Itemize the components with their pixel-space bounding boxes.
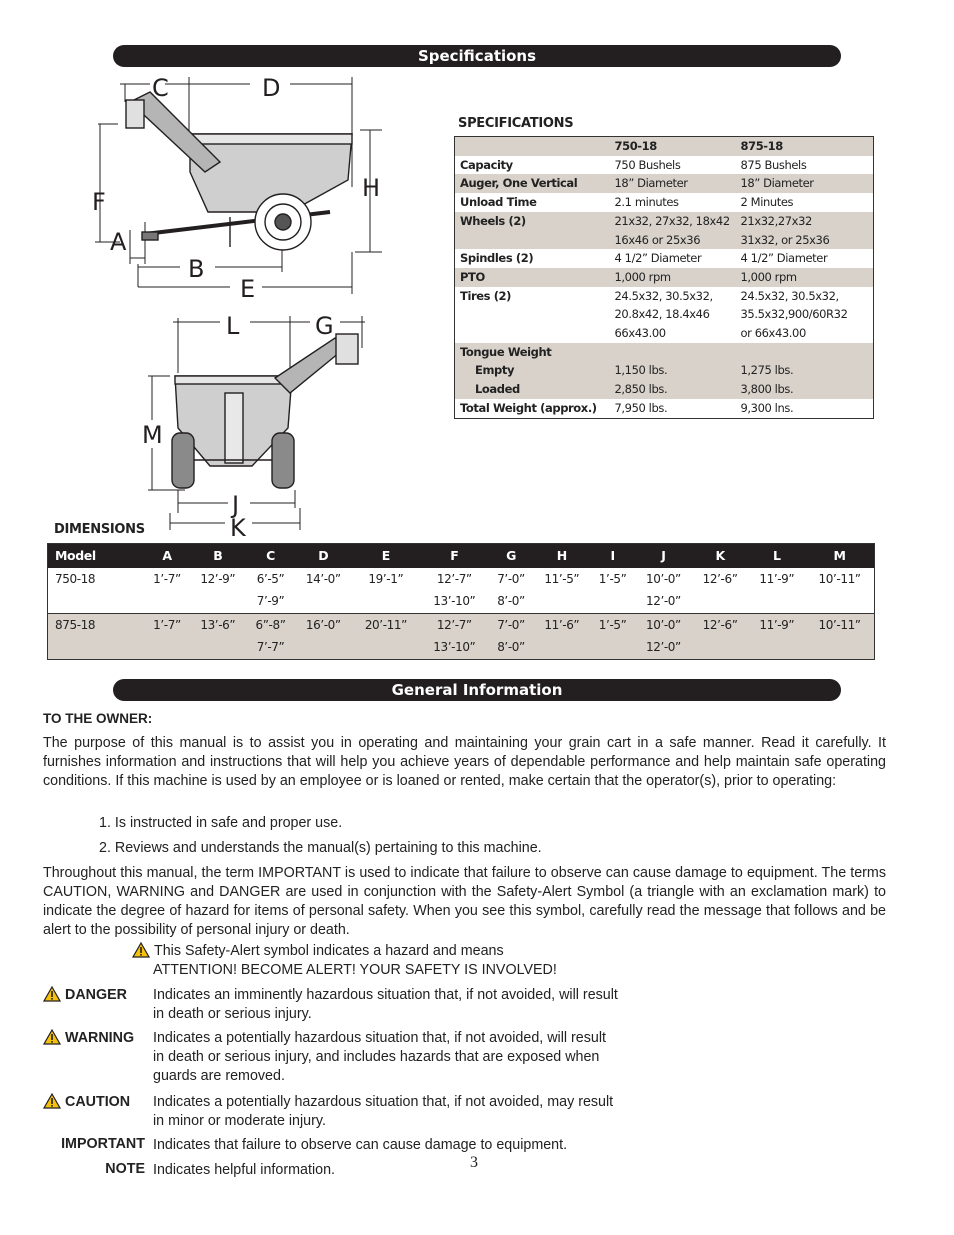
label-a: A: [110, 228, 127, 256]
label-h: H: [362, 174, 381, 202]
spec-row: Spindles (2) 4 1/2” Diameter 4 1/2” Diameter: [460, 251, 828, 266]
spec-row: Empty 1,150 lbs. 1,275 lbs.: [455, 361, 874, 380]
spec-row: Capacity 750 Bushels 875 Bushels: [460, 157, 807, 172]
table-row: 875-18 1’-7” 13’-6” 6”-8” 7’-7” 16’-0” 20’-11” 12’-7” 13’-10” 7’-0” 8’-0” 11’-6” 1’-5” 10’-0” 12’-0” 12’-6” 11’-9” 10’-11”: [48, 613, 875, 659]
label-m: M: [142, 421, 163, 449]
spec-row: Wheels (2) 21x32, 27x32, 18x42 16x46 or 25x36 21x32,27x32 31x32, or 25x36: [455, 212, 874, 249]
warning-triangle-icon: [43, 1093, 61, 1109]
danger-label: DANGER: [43, 986, 127, 1003]
warning-triangle-icon: [43, 1029, 61, 1045]
caution-label: CAUTION: [43, 1093, 130, 1110]
safety-alert-line2: ATTENTION! BECOME ALERT! YOUR SAFETY IS INVOLVED!: [153, 962, 557, 978]
label-c: C: [152, 74, 169, 102]
spec-row: Unload Time 2.1 minutes 2 Minutes: [460, 195, 794, 210]
caution-text: Indicates a potentially hazardous situation that, if not avoided, may result in minor or moderate injury.: [153, 1094, 614, 1129]
spec-row: PTO 1,000 rpm 1,000 rpm: [455, 268, 874, 287]
warning-text: Indicates a potentially hazardous situation that, if not avoided, will result in death or serious injury, and includes hazards that are exposed when guards are removed.: [153, 1030, 606, 1084]
spec-row: Loaded 2,850 lbs. 3,800 lbs.: [455, 380, 874, 399]
specifications-header: Specifications: [113, 45, 841, 67]
label-l: L: [226, 312, 240, 340]
safety-alert-row: This Safety-Alert symbol indicates a hazard and means: [132, 942, 504, 961]
spec-col-875: 875-18: [736, 137, 874, 156]
warning-label: WARNING: [43, 1029, 134, 1046]
list-item: 2. Reviews and understands the manual(s) pertaining to this machine.: [99, 840, 542, 856]
note-text: Indicates helpful information.: [153, 1162, 335, 1178]
label-j: J: [232, 491, 240, 519]
label-e: E: [240, 275, 256, 302]
label-g: G: [315, 312, 334, 340]
general-information-header: General Information: [113, 679, 841, 701]
page-number: 3: [470, 1154, 478, 1171]
spec-row: Auger, One Vertical 18” Diameter 18” Diameter: [455, 174, 874, 193]
warning-triangle-icon: [43, 986, 61, 1002]
label-b: B: [188, 255, 205, 283]
side-view-diagram: [90, 72, 390, 302]
label-k: K: [230, 514, 246, 542]
spec-row: Total Weight (approx.) 7,950 lbs. 9,300 lns.: [460, 400, 794, 415]
specifications-title: SPECIFICATIONS: [458, 116, 574, 131]
danger-text: Indicates an imminently hazardous situation that, if not avoided, will result in death or serious injury.: [153, 987, 618, 1022]
dimensions-header-row: Model A B C D E F G H I J K L M: [48, 544, 875, 568]
label-d: D: [262, 74, 281, 102]
label-f: F: [92, 188, 106, 216]
spec-row: Tires (2) 24.5x32, 30.5x32, 20.8x42, 18.4x46 66x43.00 24.5x32, 30.5x32, 35.5x32,900/60R32 or 66x43.00: [460, 288, 848, 341]
rear-view-diagram: [140, 308, 380, 544]
warning-triangle-icon: [132, 942, 150, 958]
spec-col-750: 750-18: [610, 137, 736, 156]
safety-paragraph: Throughout this manual, the term IMPORTANT is used to indicate that failure to observe can cause damage to equipment. The terms CAUTION, WARNING and DANGER are used in conjunction with the Safety-Alert Symbol (a triangle with an exclamation mark) to indicate the degree of hazard for items of personal safety. When you see this symbol, carefully read the message that follows and be alert to the possibility of personal injury or death.: [43, 865, 886, 938]
table-row: 750-18 1’-7” 12’-9” 6’-5” 7’-9” 14’-0” 19’-1” 12’-7” 13’-10” 7’-0” 8’-0” 11’-5” 1’-5” 10’-0” 12’-0” 12’-6” 11’-9” 10’-11”: [55, 571, 861, 608]
spec-row: Tongue Weight: [455, 343, 874, 362]
specifications-table: [454, 136, 874, 419]
intro-paragraph: The purpose of this manual is to assist you in operating and maintaining your grain cart in a safe manner. Read it carefully. It furnishes information and instructions that will help you achieve years of dependable performance and help maintain safe operating conditions. If this machine is used by an employee or is loaned or rented, make certain that the operator(s), prior to operating:: [43, 735, 886, 789]
note-label: NOTE: [105, 1161, 145, 1177]
owner-heading: TO THE OWNER:: [43, 711, 153, 726]
dimensions-title: DIMENSIONS: [54, 522, 145, 537]
list-item: 1. Is instructed in safe and proper use.: [99, 815, 343, 831]
important-label: IMPORTANT: [61, 1136, 145, 1152]
dimensions-table: [47, 543, 875, 660]
important-text: Indicates that failure to observe can cause damage to equipment.: [153, 1137, 568, 1153]
